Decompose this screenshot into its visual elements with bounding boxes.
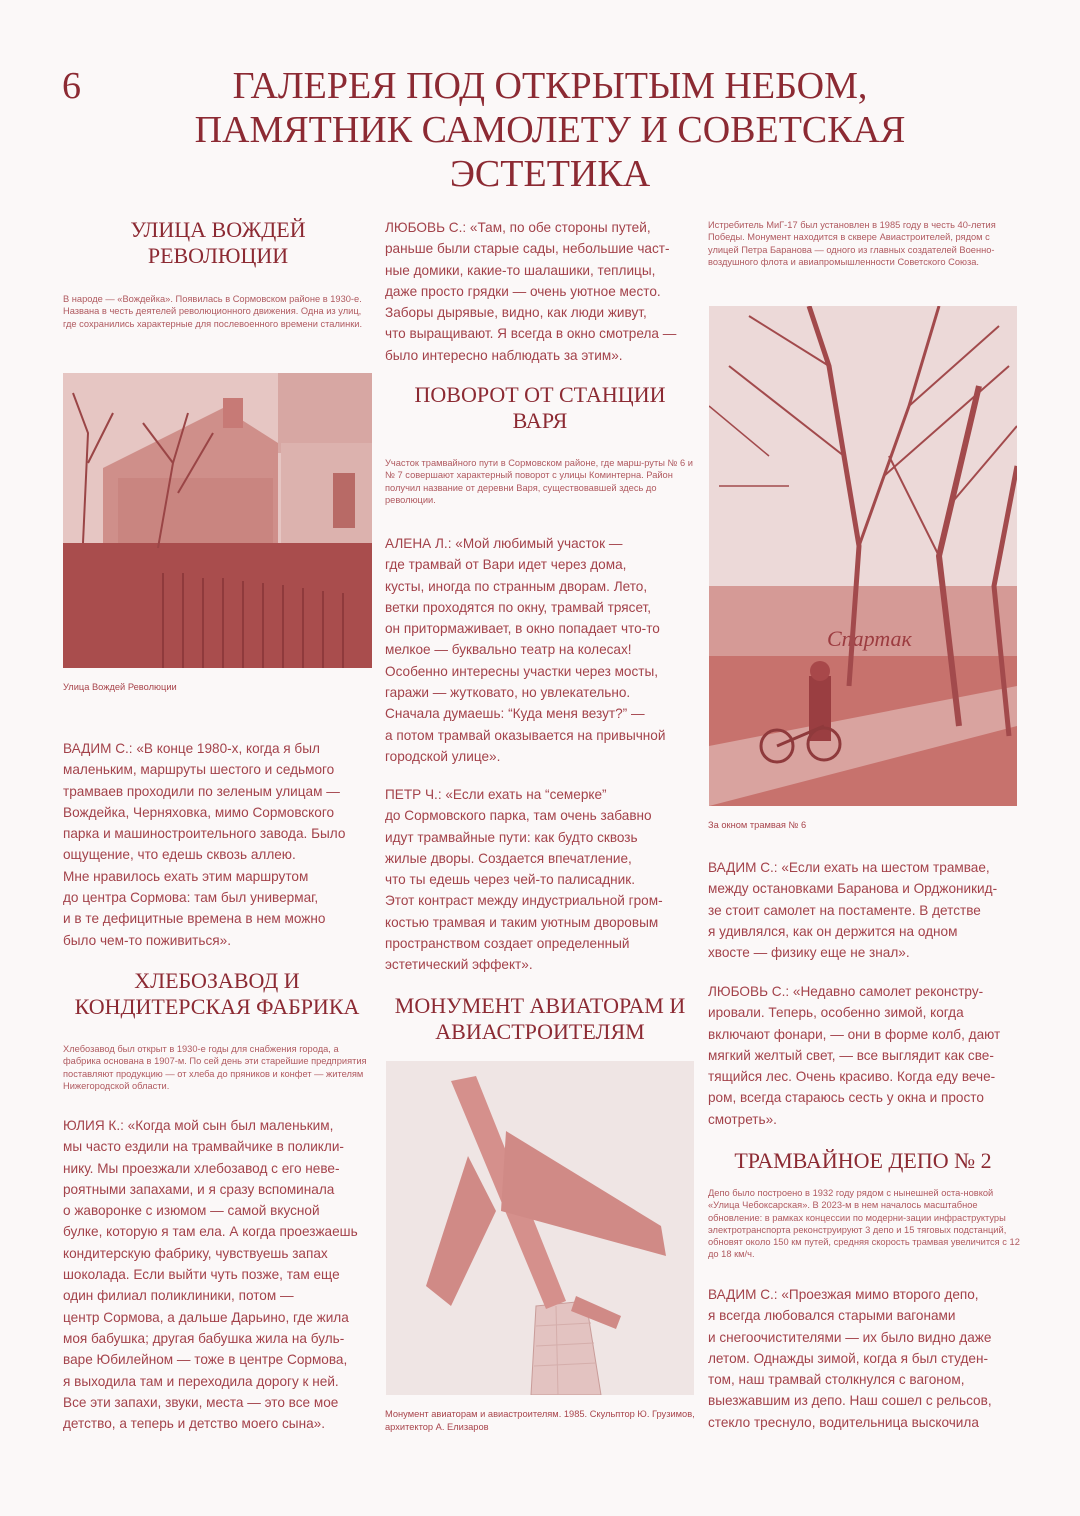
intro-depot: Депо было построено в 1932 году рядом с нынешней оста-новкой «Улица Чебоксарская». В 2023-м в нем началось масштабное обновление: в рамках концессии по модерни-зации инфраструктуры электротранспорта реконструируют 3 депо и 15 тяговых подстанций, обновят около 150 км путей, средняя скорость трамвая увеличится с 12 до 18 км/ч. bbox=[708, 1188, 1020, 1260]
page-title: ГАЛЕРЕЯ ПОД ОТКРЫТЫМ НЕБОМ, ПАМЯТНИК САМОЛЕТУ И СОВЕТСКАЯ ЭСТЕТИКА bbox=[194, 65, 906, 195]
heading-khlebozavod: ХЛЕБОЗАВОД И КОНДИТЕРСКАЯ ФАБРИКА bbox=[74, 968, 360, 1019]
quote-petr: ПЕТР Ч.: «Если ехать на “семерке” до Сормовского парка, там очень забавно идут трамвайные пути: как будто сквозь жилые дворы. Создается впечатление, что ты едешь через чей-то палисадник. Этот контраст между индустриальной гром- костью трамвая и таким уютным дворовым пространством создает определенный эстетический эффект». bbox=[385, 787, 663, 973]
quote-alena: АЛЕНА Л.: «Мой любимый участок — где трамвай от Вари идет через дома, кусты, иногда по странным дворам. Лето, ветки проходятся по окну, трамвай трясет, он притормаживает, в окно попадает что-то мелкое — буквально театр на колесах! Особенно интересны участки через мосты, гаражи — жутковато, но увлекательно. Сначала думаешь: “Куда меня везут?” — а потом трамвай оказывается на привычной городской улице». bbox=[385, 536, 666, 764]
sign-spartak: Спартак bbox=[827, 626, 912, 651]
page-number: 6 bbox=[62, 65, 81, 107]
quote-yulia: ЮЛИЯ К.: «Когда мой сын был маленьким, мы часто ездили на трамвайчике в поликли- нику. Мы проезжали хлебозавод с его неве- роятными запахами, и я сразу вспоминала о жаворонке с изюмом — самой вкусной булке, которую я там ела. А когда проезжаешь кондитерскую фабрику, чувствуешь запах шоколада. Если выйти чуть позже, там еще один филиал поликлиники, потом — центр Сормова, а дальше Дарьино, где жила моя бабушка; другая бабушка жила на буль- варе Юбилейном — тоже в центре Сормова, я выходила там и переходила дорогу к ней. Все эти запахи, звуки, места — это все мое детство, а теперь и детство моего сына». bbox=[63, 1118, 358, 1432]
quote-lyubov-gardens: ЛЮБОВЬ С.: «Там, по обе стороны путей, раньше были старые сады, небольшие част- ные домики, какие-то шалашики, теплицы, даже просто грядки — очень уютное место. Заборы дырявые, видно, как люди живут, что выращивают. Я всегда в окно смотрела — было интересно наблюдать за этим». bbox=[385, 220, 677, 363]
quote-lyubov-lights: ЛЮБОВЬ С.: «Недавно самолет реконстру- ировали. Теперь, особенно зимой, когда включают фонари, — они в форме колб, дают мягкий желтый свет, — все выглядит как све- тящийся лес. Очень красиво. Когда еду вече- ром, всегда стараюсь сесть у окна и просто смотреть». bbox=[708, 984, 1001, 1127]
heading-varya: ПОВОРОТ ОТ СТАНЦИИ ВАРЯ bbox=[414, 382, 666, 433]
heading-monument: МОНУМЕНТ АВИАТОРАМ И АВИАСТРОИТЕЛЯМ bbox=[394, 993, 686, 1044]
caption-tram-window: За окном трамвая № 6 bbox=[708, 820, 807, 830]
heading-vozhdey: УЛИЦА ВОЖДЕЙ РЕВОЛЮЦИИ bbox=[130, 217, 306, 268]
intro-mig: Истребитель МиГ-17 был установлен в 1985 году в честь 40-летия Победы. Монумент находится в сквере Авиастроителей, рядом с улицей Петра Баранова — одного из главных создателей Военно-воздушного флота и авиапромышленности Советского Союза. bbox=[708, 220, 996, 267]
caption-vozhdey: Улица Вождей Революции bbox=[63, 682, 177, 692]
quote-vadim-plane: ВАДИМ С.: «Если ехать на шестом трамвае, между остановками Баранова и Орджоникид- зе стоит самолет на постаменте. В детстве я удивлялся, как он держится на одном хвосте — физику еще не знал». bbox=[708, 860, 998, 961]
intro-varya: Участок трамвайного пути в Сормовском районе, где марш-руты № 6 и № 7 совершают характерный поворот с улицы Коминтерна. Район получил название от деревни Варя, существовавшей здесь до революции. bbox=[385, 458, 693, 505]
intro-vozhdey: В народе — «Вождейка». Появилась в Сормовском районе в 1930-е. Названа в честь деятелей революционного движения. Одна из улиц, где сохранились характерные для послевоенного времени сталинки. bbox=[63, 294, 363, 329]
caption-monument: Монумент авиаторам и авиастроителям. 1985. Скульптор Ю. Грузимов, архитектор А. Елизаров bbox=[385, 1409, 695, 1432]
photo-vozhdey-street bbox=[63, 373, 372, 668]
photo-monument-plane bbox=[386, 1061, 694, 1395]
quote-vadim-vozhdey: ВАДИМ С.: «В конце 1980-х, когда я был маленьким, маршруты шестого и седьмого трамваев проходили по зеленым улицам — Вождейка, Черняховка, мимо Сормовского парка и машиностроительного завода. Было ощущение, что едешь сквозь аллею. Мне нравилось ехать этим маршрутом до центра Сормова: там был универмаг, и в те дефицитные времена в нем можно было чем-то поживиться». bbox=[63, 741, 346, 948]
intro-khlebozavod: Хлебозавод был открыт в 1930-е годы для снабжения города, а фабрика основана в 1907-м. По сей день эти старейшие предприятия поставляют продукцию — от хлеба до пряников и конфет — жителям Нижегородской области. bbox=[63, 1044, 367, 1091]
heading-depot: ТРАМВАЙНОЕ ДЕПО № 2 bbox=[734, 1148, 992, 1173]
quote-vadim-depot: ВАДИМ С.: «Проезжая мимо второго депо, я всегда любовался старыми вагонами и снегоочистителями — их было видно даже летом. Однажды зимой, когда я был студен- том, наш трамвай столкнулся с вагоном, выезжавшим из депо. Наш сошел с рельсов, стекло треснуло, водительница выскочила bbox=[708, 1287, 992, 1430]
photo-tram-window bbox=[709, 306, 1017, 806]
